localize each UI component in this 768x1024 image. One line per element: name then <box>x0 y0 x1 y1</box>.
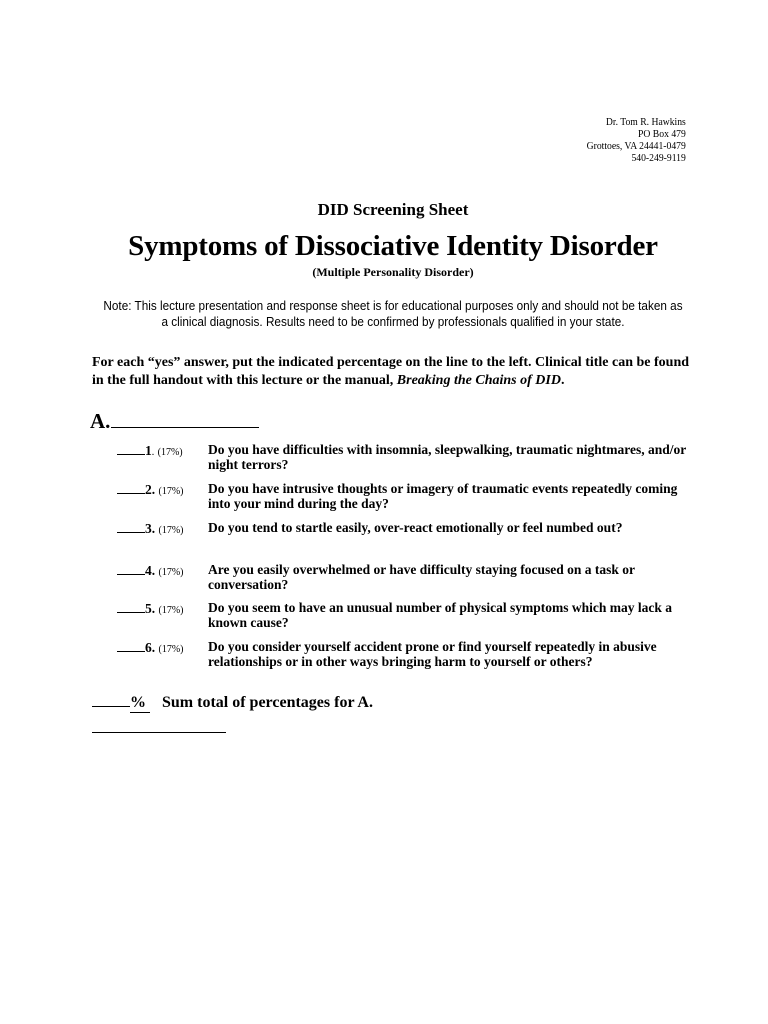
question-number: 6. (17%) <box>117 639 207 657</box>
percent-sign: % <box>130 694 150 713</box>
section-a-heading <box>90 409 259 434</box>
question-item <box>117 442 697 472</box>
question-text: Do you consider yourself accident prone or find yourself repeatedly in abusive relationships or in other ways bringing harm to yourself or others? <box>208 639 657 669</box>
answer-blank[interactable] <box>117 562 145 575</box>
question-text: Do you have difficulties with insomnia, sleepwalking, traumatic nightmares, and/or night terrors? <box>208 442 687 472</box>
question-number: 2. (17%) <box>117 481 207 499</box>
question-text: Are you easily overwhelmed or have difficulty staying focused on a task or conversation? <box>208 562 635 592</box>
question-number: 3. (17%) <box>117 520 207 538</box>
question-item <box>117 520 697 535</box>
sum-total-row <box>92 692 373 713</box>
answer-blank[interactable] <box>117 481 145 494</box>
question-percentage: (17%) <box>158 567 184 578</box>
sum-blank[interactable] <box>92 692 130 707</box>
question-text: Do you seem to have an unusual number of physical symptoms which may lack a known cause? <box>208 600 673 630</box>
question-percentage: (17%) <box>158 486 184 497</box>
phone-number: 540-249-9119 <box>631 153 686 164</box>
answer-blank[interactable] <box>117 639 145 652</box>
sum-label: Sum total of percentages for A. <box>162 694 373 711</box>
instructions <box>92 354 702 390</box>
answer-blank[interactable] <box>117 520 145 533</box>
question-item <box>117 600 697 630</box>
question-text: Do you tend to startle easily, over-react emotionally or feel numbed out? <box>208 520 623 535</box>
book-title: Breaking the Chains of DID <box>396 373 561 388</box>
divider-line <box>92 732 226 733</box>
section-title-blank[interactable] <box>111 413 259 428</box>
section-label: A. <box>90 409 111 433</box>
page-title: Symptoms of Dissociative Identity Disorder <box>128 230 658 262</box>
answer-blank[interactable] <box>117 600 145 613</box>
disclaimer-note: Note: This lecture presentation and response sheet is for educational purposes only and should not be taken as a clinical diagnosis. Results need to be confirmed by professionals qualified in your state. <box>103 299 683 329</box>
instructions-end: . <box>560 373 565 388</box>
question-percentage: (17%) <box>157 447 183 458</box>
author-name: Dr. Tom R. Hawkins <box>606 117 686 128</box>
question-number: 1. (17%) <box>117 442 207 460</box>
answer-blank[interactable] <box>117 442 145 455</box>
question-number: 4. (17%) <box>117 562 207 580</box>
po-box: PO Box 479 <box>638 129 686 140</box>
question-item <box>117 562 697 592</box>
city-line: Grottoes, VA 24441-0479 <box>586 141 686 152</box>
question-text: Do you have intrusive thoughts or imagery of traumatic events repeatedly coming into your mind during the day? <box>208 481 678 511</box>
question-number: 5. (17%) <box>117 600 207 618</box>
question-percentage: (17%) <box>158 605 184 616</box>
question-item <box>117 481 697 511</box>
address-block <box>587 117 686 165</box>
sheet-subtitle: DID Screening Sheet <box>317 200 469 219</box>
question-percentage: (17%) <box>158 644 184 655</box>
question-item <box>117 639 697 669</box>
title-parenthetical: (Multiple Personality Disorder) <box>312 265 474 279</box>
instructions-text: For each “yes” answer, put the indicated percentage on the line to the left. Clinical title can be found in the full handout with this lecture or the manual, <box>92 355 690 388</box>
question-percentage: (17%) <box>158 525 184 536</box>
